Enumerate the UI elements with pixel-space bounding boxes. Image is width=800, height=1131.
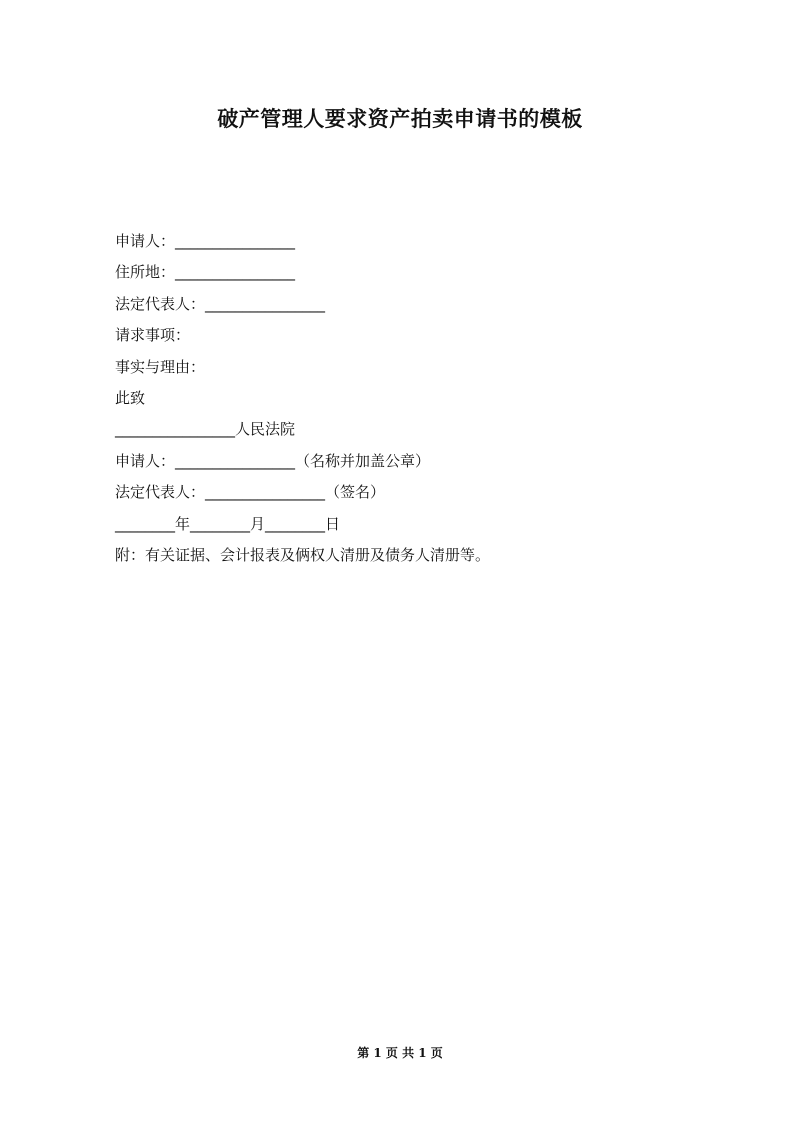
applicant-line: 申请人：________________ xyxy=(115,232,296,250)
applicant-signature-line: 申请人：________________（名称并加盖公章） xyxy=(115,451,431,470)
facts-reasons-line: 事实与理由： xyxy=(115,357,206,376)
document-body xyxy=(115,226,715,571)
legal-representative-line: 法定代表人：________________ xyxy=(115,294,326,313)
date-line: ________年________月________日 xyxy=(115,514,341,533)
attachment-line: 附：有关证据、会计报表及俩权人清册及债务人清册等。 xyxy=(115,545,491,564)
document-title: 破产管理人要求资产拍卖申请书的模板 xyxy=(217,107,583,131)
request-items-line: 请求事项： xyxy=(115,326,191,345)
page-footer: 第 1 页 共 1 页 xyxy=(357,1046,443,1060)
legal-representative-signature-line: 法定代表人：________________（签名） xyxy=(115,483,386,502)
court-line: ________________人民法院 xyxy=(115,420,296,439)
address-line: 住所地：________________ xyxy=(115,263,296,282)
salutation-line: 此致 xyxy=(115,388,146,407)
